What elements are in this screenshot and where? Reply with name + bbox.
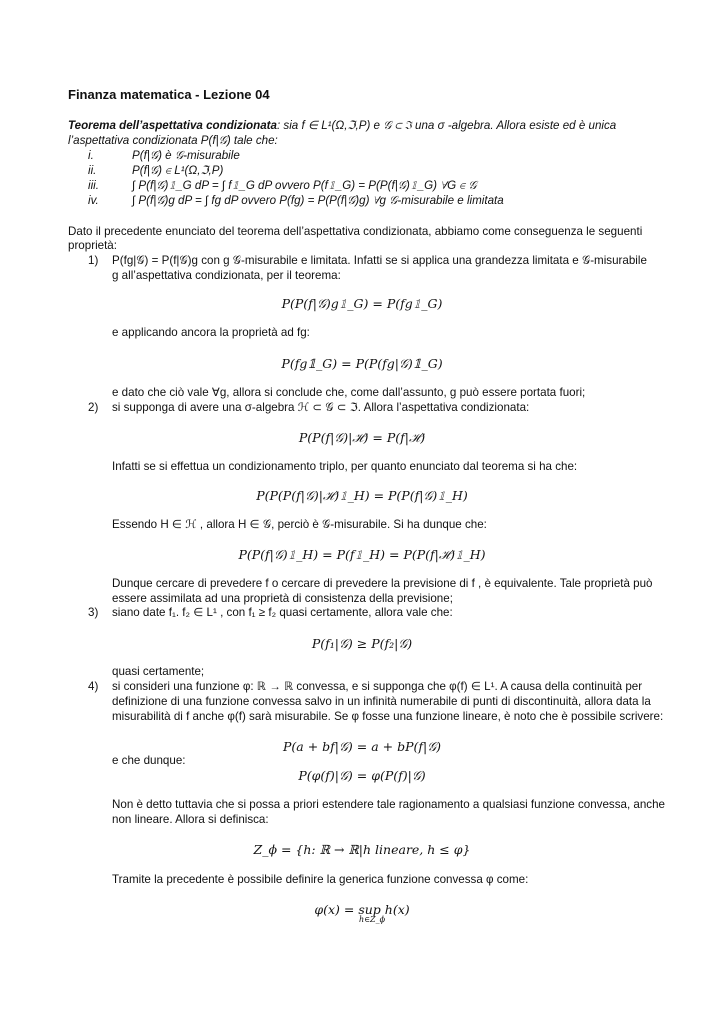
theorem-item-label: i. [88, 149, 94, 162]
property-1-line: e dato che ciò vale ∀g, allora si conclude che, come dall’assunto, g può essere portata fuori; [112, 386, 586, 399]
equation: P(f₁|𝒢) ≥ P(f₂|𝒢) [311, 636, 413, 651]
property-1-line: g all’aspettativa condizionata, per il teorema: [112, 269, 341, 282]
property-2-line: Dunque cercare di prevedere f o cercare di prevedere la previsione di f , è equivalente. Tale proprietà può [112, 577, 653, 590]
equation: Z_ϕ = {h: ℝ → ℝ|h lineare, h ≤ φ} [253, 842, 471, 857]
equation: P(P(f|𝒢)𝟙_H) = P(f𝟙_H) = P(P(f|ℋ)𝟙_H) [238, 547, 486, 562]
equation: P(P(P(f|𝒢)|ℋ)𝟙_H) = P(P(f|𝒢)𝟙_H) [256, 488, 468, 503]
theorem-statement: : sia f ∈ L¹(Ω,ℑ,P) e 𝒢 ⊂ ℑ una σ -algebra. Allora esiste ed è unica [276, 119, 617, 132]
property-3-line: quasi certamente; [112, 665, 205, 678]
property-4-line: definizione di una funzione convessa salvo in un infinità numerabile di punti di discontinuità, allora data la [112, 695, 651, 708]
theorem-item-text: ∫ P(f|𝒢)𝟙_G dP = ∫ f𝟙_G dP ovvero P(f𝟙_G) = P(P(f|𝒢)𝟙_G) ∀G ∈ 𝒢 [132, 179, 477, 192]
equation: P(fg𝟙_G) = P(P(fg|𝒢)𝟙_G) [281, 356, 443, 371]
property-number: 1) [88, 254, 99, 267]
equation: P(P(f|𝒢)g𝟙_G) = P(fg𝟙_G) [281, 296, 443, 311]
theorem-item-label: iv. [88, 194, 99, 207]
property-4-line: non lineare. Allora si definisca: [112, 813, 269, 826]
property-4-line: misurabilità di f anche φ(f) sarà misurabile. Se φ fosse una funzione lineare, è noto che è possibile scrivere: [112, 710, 664, 723]
property-4-line: si consideri una funzione φ: ℝ → ℝ convessa, e si supponga che φ(f) ∈ L¹. A causa della continuità per [112, 680, 643, 693]
theorem-item-label: iii. [88, 179, 99, 192]
page-title: Finanza matematica - Lezione 04 [68, 87, 270, 102]
theorem-item-text: ∫ P(f|𝒢)g dP = ∫ fg dP ovvero P(fg) = P(P(f|𝒢)g) ∀g 𝒢-misurabile e limitata [132, 194, 504, 207]
theorem-item-label: ii. [88, 164, 97, 177]
property-4-line: e che dunque: [112, 754, 186, 767]
property-2-line: Infatti se si effettua un condizionamento triplo, per quanto enunciato dal teorema si ha che: [112, 460, 578, 473]
property-3-line: siano date f₁. f₂ ∈ L¹ , con f₁ ≥ f₂ quasi certamente, allora vale che: [112, 606, 453, 619]
theorem-name: Teorema dell’aspettativa condizionata [68, 119, 277, 132]
equation: P(P(f|𝒢)|ℋ) = P(f|ℋ) [298, 430, 426, 445]
property-2-line: si supponga di avere una σ-algebra ℋ ⊂ 𝒢 ⊂ ℑ. Allora l’aspettativa condizionata: [112, 401, 530, 414]
property-4-line: Tramite la precedente è possibile definire la generica funzione convessa φ come: [112, 873, 529, 886]
equation: P(a + bf|𝒢) = a + bP(f|𝒢) [283, 739, 441, 754]
intro-line: Dato il precedente enunciato del teorema dell’aspettativa condizionata, abbiamo come conseguenza le seguenti [68, 225, 643, 238]
property-2-line: essere assimilata ad una proprietà di consistenza della previsione; [112, 592, 453, 605]
property-number: 2) [88, 401, 99, 414]
equation: P(φ(f)|𝒢) = φ(P(f)|𝒢) [298, 768, 426, 783]
intro-line: proprietà: [68, 239, 117, 252]
theorem-item-text: P(f|𝒢) è 𝒢-misurabile [132, 149, 240, 162]
property-2-line: Essendo H ∈ ℋ , allora H ∈ 𝒢, perciò è 𝒢-misurabile. Si ha dunque che: [112, 518, 487, 531]
equation-subscript: h∈Z_ϕ [358, 915, 386, 924]
property-4-line: Non è detto tuttavia che si possa a priori estendere tale ragionamento a qualsiasi funzione convessa, anche [112, 798, 665, 811]
theorem-line-2: l’aspettativa condizionata P(f|𝒢) tale che: [68, 134, 278, 147]
equation: φ(x) = sup h(x) [314, 902, 410, 917]
theorem-line-1 [68, 119, 656, 133]
property-1-line: e applicando ancora la proprietà ad fg: [112, 326, 310, 339]
property-number: 3) [88, 606, 99, 619]
property-1-line: P(fg|𝒢) = P(f|𝒢)g con g 𝒢-misurabile e limitata. Infatti se si applica una grandezza limitata e 𝒢-misurabile [112, 254, 647, 267]
theorem-item-text: P(f|𝒢) ∈ L¹(Ω,ℑ,P) [132, 164, 224, 177]
property-number: 4) [88, 680, 99, 693]
